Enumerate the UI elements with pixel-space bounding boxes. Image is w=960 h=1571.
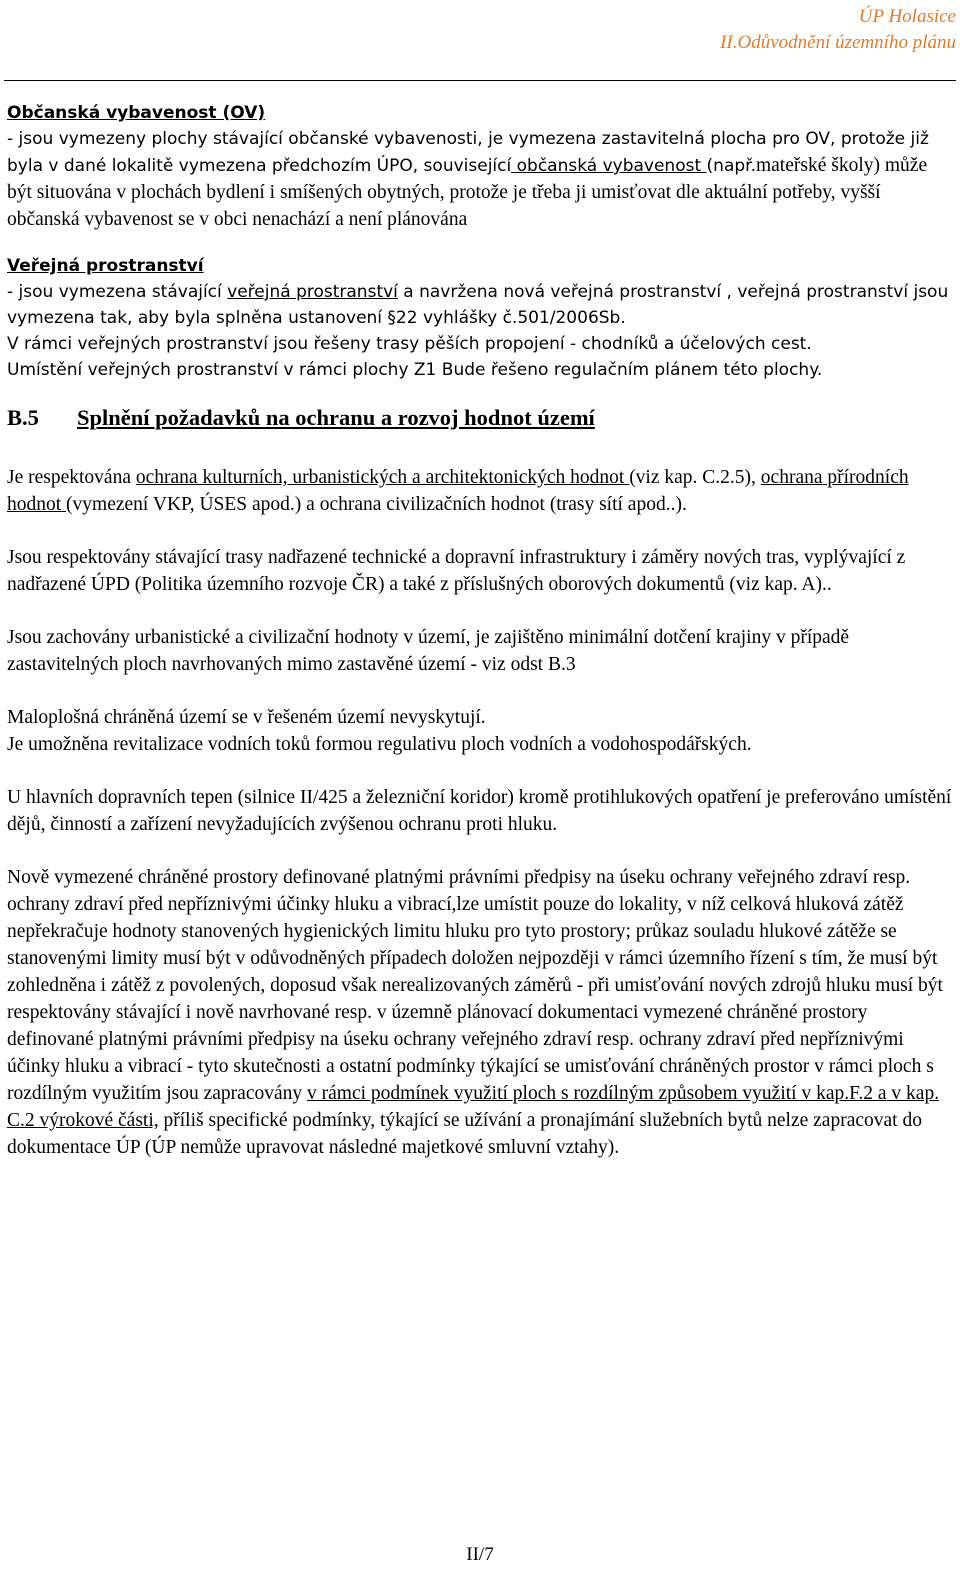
header-subtitle: II.Odůvodnění územního plánu xyxy=(720,32,956,53)
ov-heading: Občanská vybavenost (OV) xyxy=(7,103,266,123)
ov-underlined: občanská vybavenost xyxy=(511,156,707,176)
p1-underlined-1: ochrana kulturních, urbanistických a architektonických hodnot xyxy=(135,467,630,488)
paragraph-protected-areas: Maloplošná chráněná území se v řešeném území nevyskytují. xyxy=(7,707,486,728)
vp-sentence-1: V rámci veřejných prostranství jsou řešeny trasy pěších propojení - chodníků a účelových cest. xyxy=(7,334,812,354)
ov-text-2: (např. xyxy=(706,156,756,176)
header-divider xyxy=(4,80,956,81)
vp-text-1: - jsou vymezena stávající xyxy=(7,282,228,302)
paragraph-revitalization: Je umožněna revitalizace vodních toků formou regulativu ploch vodních a vodohospodářských. xyxy=(7,734,752,755)
p1-underlined-2: ochrana přírodních hodnot xyxy=(7,467,909,515)
paragraph-traffic-noise: U hlavních dopravních tepen (silnice II/425 a železniční koridor) kromě protihlukových opatření je preferováno umístění dějů, činností a zařízení nevyžadujících zvýšenou ochranu proti hluku. xyxy=(7,787,952,835)
section-number: B.5 xyxy=(7,405,39,430)
p1-text-2: (viz kap. C.2.5), xyxy=(629,467,761,488)
ov-paragraph xyxy=(7,126,955,233)
document-body xyxy=(7,100,955,1161)
paragraph-protected-spaces xyxy=(7,864,955,1161)
paragraph-urban-values: Jsou zachovány urbanistické a civilizační hodnoty v území, je zajištěno minimální dotčení krajiny v případě zastavitelných ploch navrhovaných mimo zastavěné území - viz odst B.3 xyxy=(7,627,850,675)
vp-text-2: a navržena nová veřejná prostranství , veřejná prostranství jsou vymezena tak, aby byla splněna ustanovení §22 vyhlášky č.501/2006Sb. xyxy=(7,282,949,328)
paragraph-values xyxy=(7,464,955,518)
vp-paragraph xyxy=(7,279,955,331)
p6-underlined: v rámci podmínek využití ploch s rozdílným způsobem využití v kap.F.2 a v kap. C.2 výrokové části, xyxy=(7,1083,940,1131)
vp-heading: Veřejná prostranství xyxy=(7,256,204,276)
ov-text-3: mateřské školy) může být situována v plochách bydlení i smíšených obytných, protože je třeba ji umisťovat dle aktuální potřeby, vyšší občanská vybavenost se v obci nenachází a není plánována xyxy=(7,155,928,230)
section-title: Splnění požadavků na ochranu a rozvoj hodnot území xyxy=(77,405,595,430)
header-title: ÚP Holasice xyxy=(858,6,956,27)
vp-sentence-2: Umístění veřejných prostranství v rámci plochy Z1 Bude řešeno regulačním plánem této plochy. xyxy=(7,360,823,380)
vp-underlined: veřejná prostranství xyxy=(227,282,398,302)
section-heading xyxy=(7,403,955,433)
ov-text-1: - jsou vymezeny plochy stávající občanské vybavenosti, je vymezena zastavitelná plocha pro OV, protože již byla v dané lokalitě vymezena předchozím ÚPO, související xyxy=(7,129,929,176)
page-number: II/7 xyxy=(466,1544,494,1565)
p6-text-2: příliš specifické podmínky, týkající se užívání a pronajímání služebních bytů nelze zapracovat do dokumentace ÚP (ÚP nemůže upravovat následné majetkové smluvní vztahy). xyxy=(7,1110,922,1158)
p1-text-3: (vymezení VKP, ÚSES apod.) a ochrana civilizačních hodnot (trasy sítí apod..). xyxy=(66,494,687,515)
paragraph-infrastructure: Jsou respektovány stávající trasy nadřazené technické a dopravní infrastruktury i záměry nových tras, vyplývající z nadřazené ÚPD (Politika územního rozvoje ČR) a také z příslušných oborových dokumentů (viz kap. A).. xyxy=(7,547,906,595)
p6-text-1: Nově vymezené chráněné prostory definované platnými právními předpisy na úseku ochrany veřejného zdraví resp. ochrany zdraví před nepříznivými účinky hluku a vibrací,lze umístit pouze do lokality, v níž celková hluková zátěž nepřekračuje hodnoty stanovených hygienických limitu hluku pro tyto prostory; průkaz souladu hlukové zátěže se stanovenými limity musí být v odůvodněných případech doložen nejpozději v rámci územního řízení s tím, že musí být zohledněna i zátěž z povolených, doposud však nerealizovaných záměrů - při umisťování nových zdrojů hluku musí být respektovány stávající i nově navrhované resp. v územně plánovací dokumentaci vymezené chráněné prostory definované platnými právními předpisy na úseku ochrany veřejného zdraví resp. ochrany zdraví před nepříznivými účinky hluku a vibrací - tyto skutečnosti a ostatní podmínky týkající se umisťování chráněných prostor v rámci ploch s rozdílným využitím jsou zapracovány xyxy=(7,867,943,1104)
running-header xyxy=(720,4,956,56)
p1-text-1: Je respektována xyxy=(7,467,136,488)
